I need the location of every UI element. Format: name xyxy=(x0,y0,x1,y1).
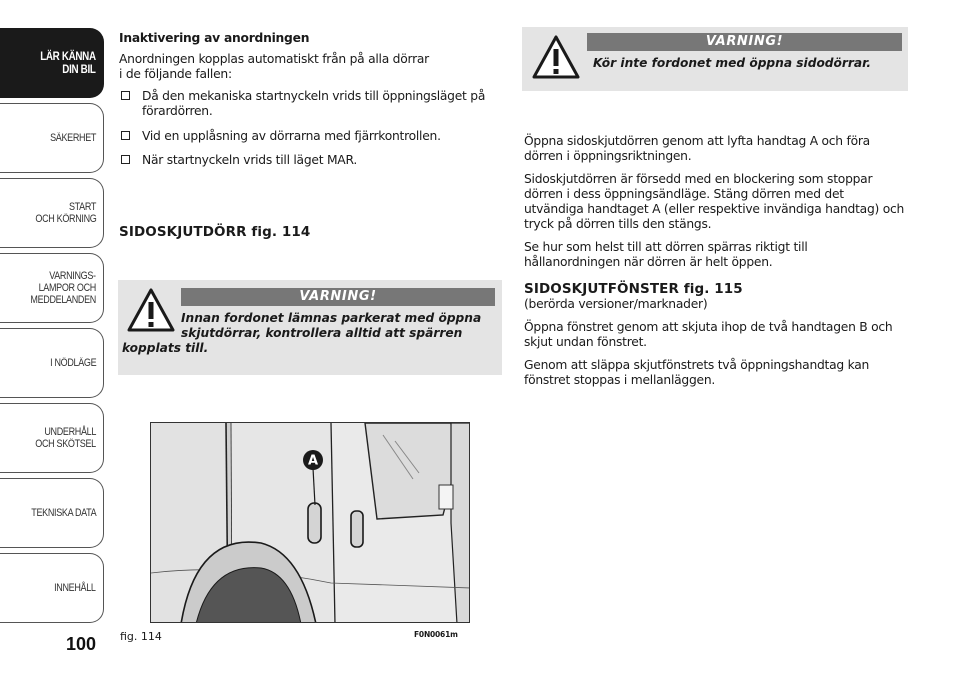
tab-underhall-och-skotsel[interactable] xyxy=(0,403,104,473)
paragraph xyxy=(524,320,934,350)
list-item-line: förardörren. xyxy=(142,104,213,118)
figure-sliding-door xyxy=(150,422,470,623)
tab-label-line: START xyxy=(68,201,96,213)
tab-label-line: UNDERHÅLL xyxy=(44,426,96,438)
tab-i-nodlage[interactable] xyxy=(0,328,104,398)
tab-label-line: TEKNISKA DATA xyxy=(30,507,96,519)
tab-tekniska-data[interactable] xyxy=(0,478,104,548)
warning-title: VARNING! xyxy=(587,33,902,51)
tab-varningslampor[interactable] xyxy=(0,253,104,323)
paragraph xyxy=(524,240,934,270)
paragraph xyxy=(524,134,934,164)
warning-text-line: Kör inte fordonet med öppna sidodörrar. xyxy=(593,56,872,70)
paragraph-line: Anordningen kopplas automatiskt från på alla dörrar xyxy=(119,52,429,66)
bullet-list xyxy=(119,89,504,168)
paragraph-line: hållanordningen när dörren är helt öppen. xyxy=(524,255,773,269)
section-heading-sidoskjutfonster: SIDOSKJUTFÖNSTER fig. 115 xyxy=(524,281,743,297)
paragraph-line: Genom att släppa skjutfönstrets två öppningshandtag kan xyxy=(524,358,870,372)
paragraph-line: Öppna fönstret genom att skjuta ihop de två handtagen B och xyxy=(524,320,893,334)
paragraph-line: dörren i öppningsriktningen. xyxy=(524,149,692,163)
tab-label-line: LÄR KÄNNA xyxy=(40,49,96,63)
van-side-door-illustration xyxy=(151,423,470,623)
tab-label-line: MEDDELANDEN xyxy=(30,294,96,306)
section-subheading: Inaktivering av anordningen xyxy=(119,31,310,45)
warning-text-line: Innan fordonet lämnas parkerat med öppna xyxy=(181,311,482,325)
paragraph xyxy=(119,52,504,82)
list-item-line: När startnyckeln vrids till läget MAR. xyxy=(142,153,357,167)
tab-sakerhet[interactable] xyxy=(0,103,104,173)
paragraph-line: tryck på dörren tills den stängs. xyxy=(524,217,712,231)
tab-label-line: VARNINGS- xyxy=(49,270,96,282)
list-item-line: Vid en upplåsning av dörrarna med fjärrkontrollen. xyxy=(142,129,441,143)
warning-triangle-icon xyxy=(532,35,580,79)
paragraph-line: skjut undan fönstret. xyxy=(524,335,647,349)
warning-box xyxy=(522,27,908,91)
section-heading-sidoskjutdorr: SIDOSKJUTDÖRR fig. 114 xyxy=(119,224,311,240)
warning-text-line: kopplats till. xyxy=(122,341,209,355)
paragraph-line: Sidoskjutdörren är försedd med en blockering som stoppar xyxy=(524,172,873,186)
list-item xyxy=(119,153,504,168)
tab-label-line: OCH SKÖTSEL xyxy=(35,438,96,450)
paragraph-line: Se hur som helst till att dörren spärras riktigt till xyxy=(524,240,808,254)
warning-title: VARNING! xyxy=(181,288,495,306)
list-item-line: Då den mekaniska startnyckeln vrids till öppningsläget på xyxy=(142,89,486,103)
callout-marker-a: A xyxy=(307,453,319,469)
tab-lar-kanna-din-bil[interactable] xyxy=(0,28,104,98)
paragraph xyxy=(524,172,934,232)
tab-label-line: OCH KÖRNING xyxy=(34,213,96,225)
page-number: 100 xyxy=(66,634,97,654)
paragraph-line: dörren i dess öppningsändläge. Stäng dörren med det xyxy=(524,187,844,201)
paragraph-line: i de följande fallen: xyxy=(119,67,232,81)
paragraph-line: Öppna sidoskjutdörren genom att lyfta handtag A och föra xyxy=(524,134,870,148)
list-item xyxy=(119,89,504,119)
figure-caption: fig. 114 xyxy=(120,630,162,643)
section-heading-group xyxy=(524,282,934,312)
warning-box xyxy=(118,280,502,375)
paragraph-line: utvändiga handtaget A (eller respektive invändiga handtag) och xyxy=(524,202,905,216)
section-subtitle: (berörda versioner/marknader) xyxy=(524,297,708,311)
tab-label-line: LAMPOR OCH xyxy=(38,282,96,294)
tab-innehall[interactable] xyxy=(0,553,104,623)
tab-label-line: INNEHÅLL xyxy=(54,582,96,594)
tab-label-line: SÄKERHET xyxy=(50,132,96,144)
paragraph-line: fönstret stoppas i mellanläggen. xyxy=(524,373,716,387)
left-column xyxy=(119,31,504,177)
paragraph xyxy=(524,358,934,388)
list-item xyxy=(119,129,504,144)
warning-text-line: skjutdörrar, kontrollera alltid att spärren xyxy=(181,326,463,340)
tab-start-och-korning[interactable] xyxy=(0,178,104,248)
right-column xyxy=(524,134,934,396)
tab-label-line: DIN BIL xyxy=(62,62,96,76)
tab-label-line: I NÖDLÄGE xyxy=(49,357,96,369)
warning-triangle-icon xyxy=(127,288,175,332)
figure-code: F0N0061m xyxy=(414,630,458,639)
